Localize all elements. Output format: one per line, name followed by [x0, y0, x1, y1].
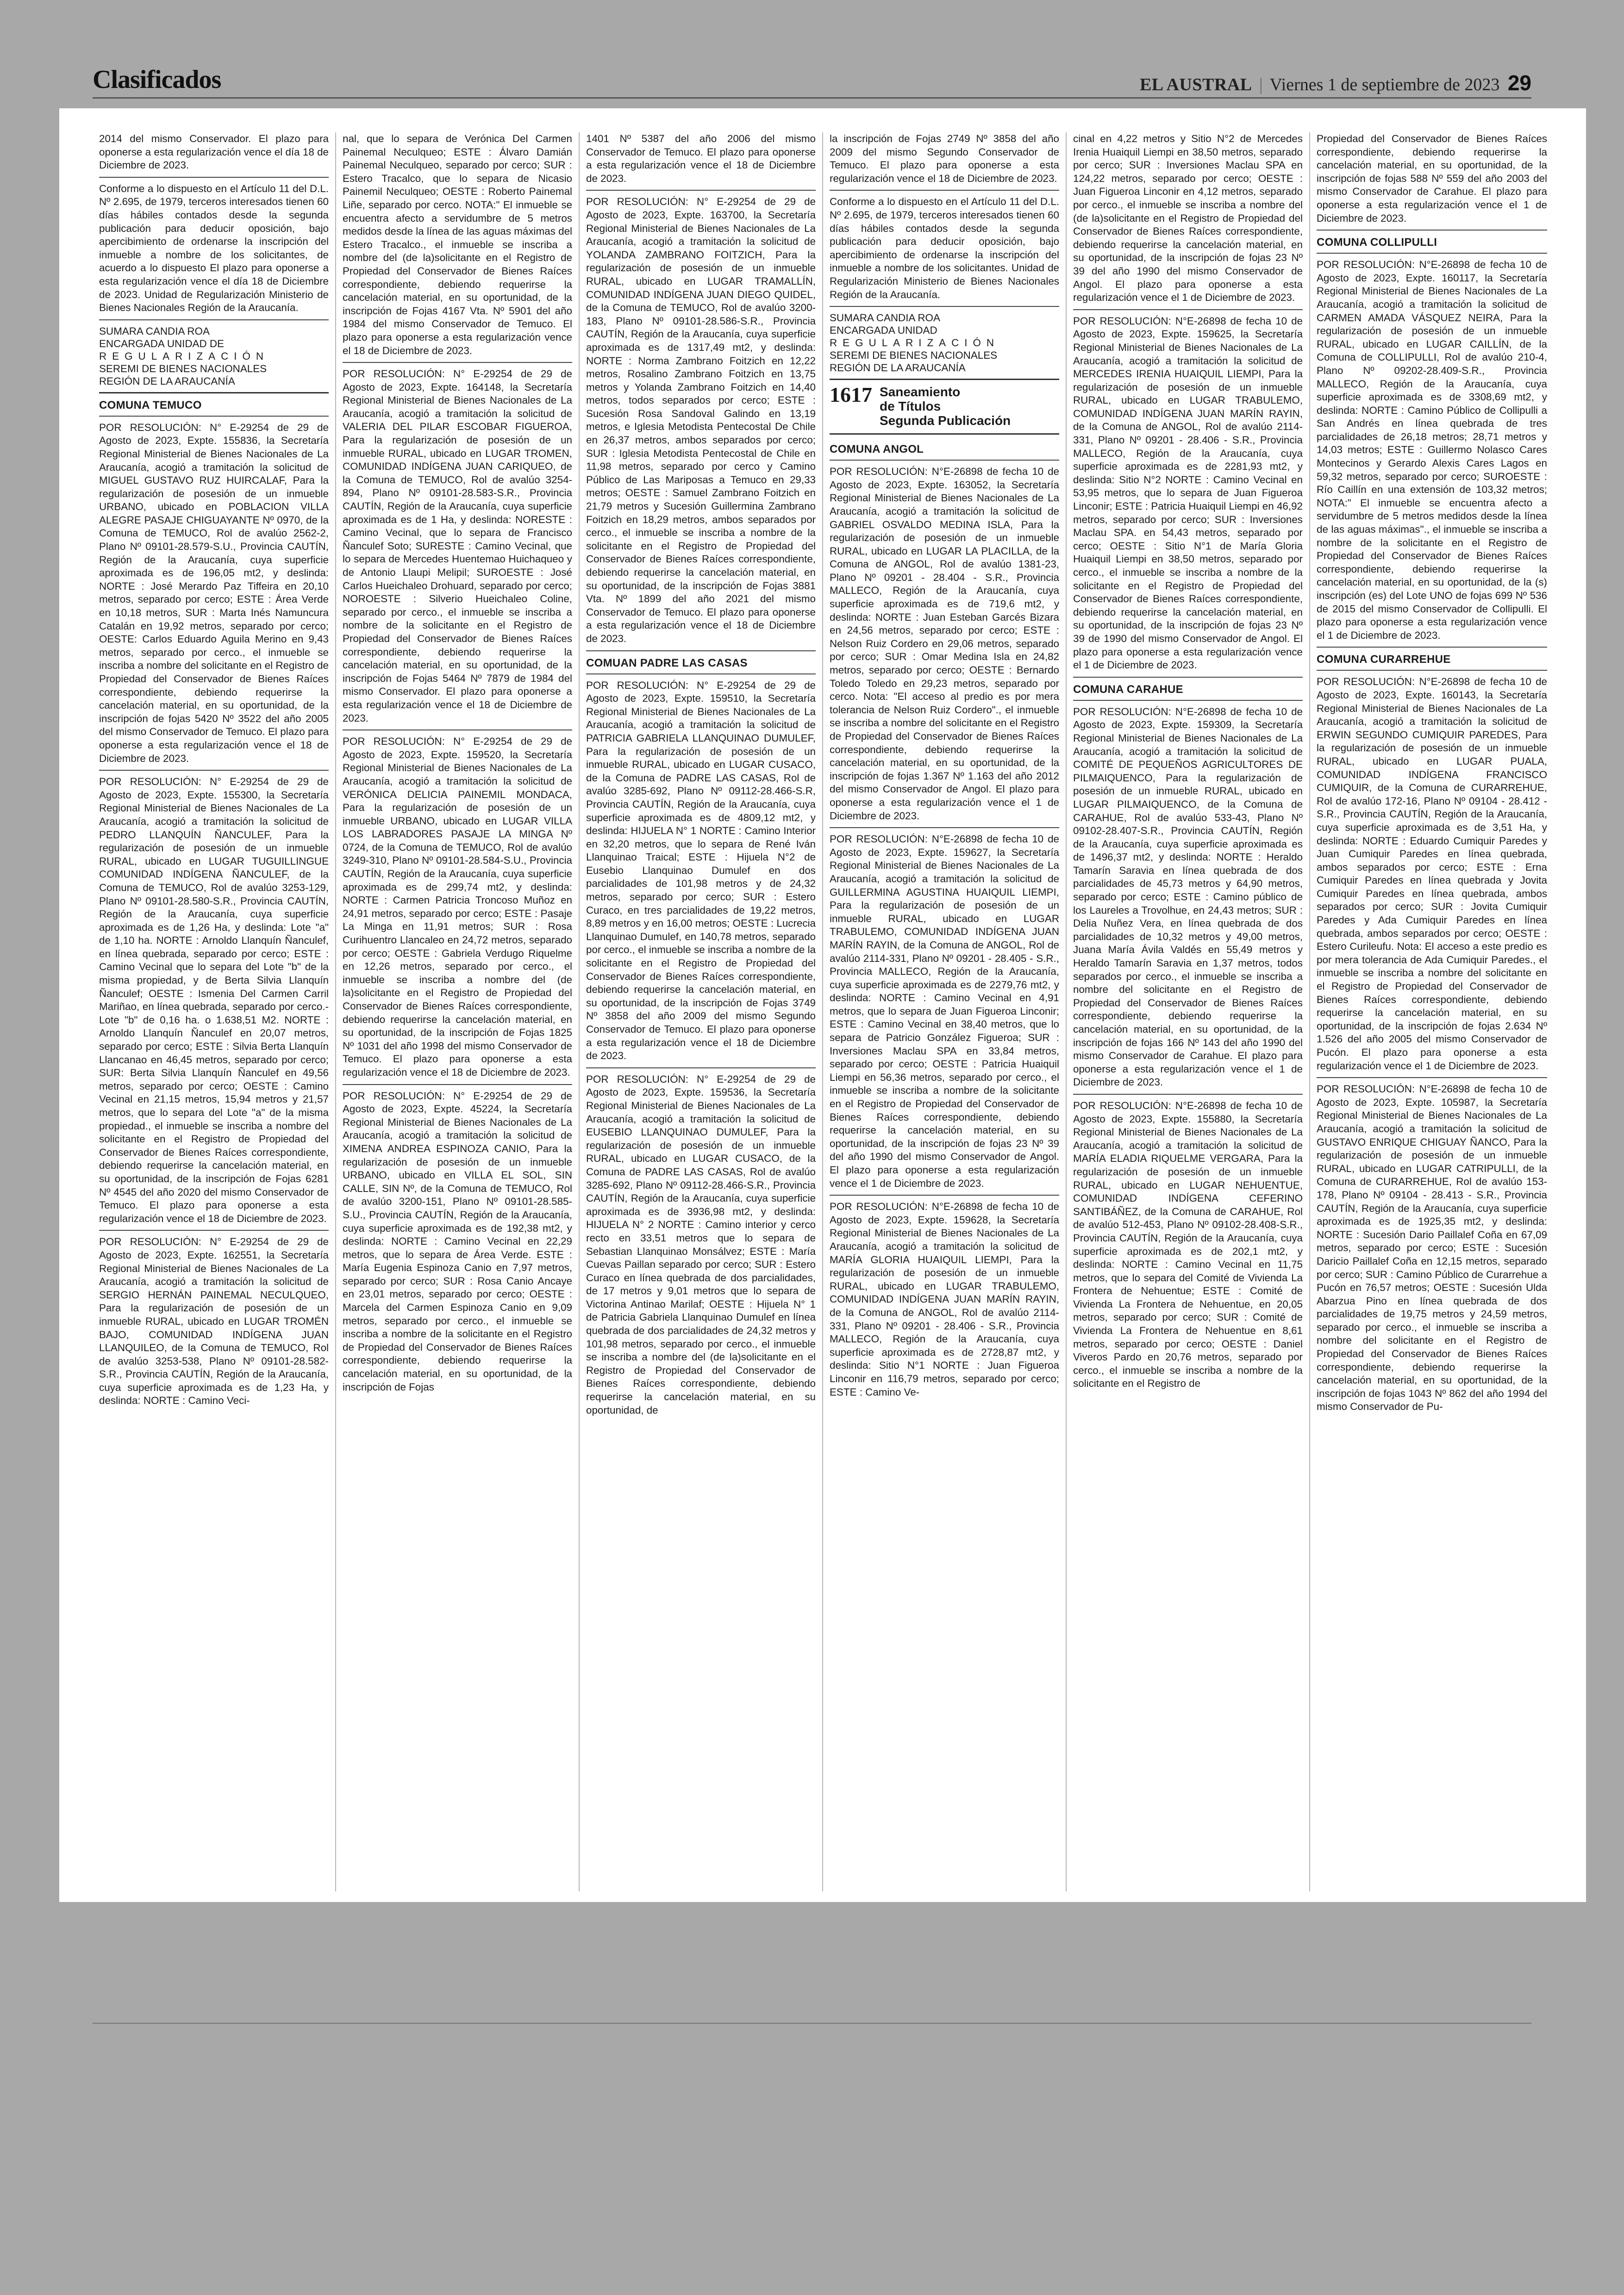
comuna-heading: COMUNA CARAHUE	[1073, 682, 1303, 701]
signature-region: REGIÓN DE LA ARAUCANÍA	[99, 375, 235, 387]
notice-text: la inscripción de Fojas 2749 Nº 3858 del año 2009 del mismo Segundo Conservador de Temuco. El plazo para oponerse a esta regularización vence el 18 de Diciembre de 2023.	[830, 132, 1059, 191]
ad-title-line3: Segunda Publicación	[880, 413, 1011, 428]
ad-header	[830, 385, 1059, 435]
signature-block	[830, 312, 1059, 380]
masthead-separator: |	[1259, 75, 1263, 94]
signature-name: SUMARA CANDIA ROA	[830, 312, 940, 324]
notice-text: 1401 Nº 5387 del año 2006 del mismo Conservador de Temuco. El plazo para oponerse a esta regularización vence el 18 de Diciembre de 2023.	[586, 132, 816, 191]
page-header	[93, 65, 1531, 99]
section-title: Clasificados	[93, 65, 221, 94]
classifieds-page	[59, 108, 1586, 1902]
notice-text: POR RESOLUCIÓN: N°E-26898 de fecha 10 de Agosto de 2023, Expte. 159309, la Secretaría Regional Ministerial de Bienes Nacionales de La Araucanía, acogió a tramitación la solicitud de COMITÉ DE PEQUEÑOS AGRICULTORES DE PILMAIQUENCO, Para la regularización de posesión de un inmueble RURAL, ubicado en LUGAR PILMAIQUENCO, de la Comuna de CARAHUE, Rol de avalúo 533-43, Plano Nº 09102-28.407-S.R., Provincia CAUTÍN, Región de la Araucanía, cuya superficie aproximada es de 1496,37 mt2, y deslinda: NORTE : Heraldo Tamarín Saravia en línea quebrada de dos parcialidades de 45,73 metros y 64,90 metros, separado por cerco; ESTE : Camino público de los Laureles a Trovolhue, en 24,43 metros; SUR : Delia Nuñez Vera, en línea quebrada de dos parcialidades de 10,32 metros y 49,00 metros, Juana María Ávila Valdés en 55,49 metros y Heraldo Tamarín Saravia en 1,37 metros, todos separados por cerco., el inmueble se inscriba a nombre del solicitante en el Registro de Propiedad del Conservador de Bienes Raíces correspondiente, debiendo requerirse la cancelación material, en su oportunidad, de la inscripción de fojas 166 Nº 143 del año 1990 del mismo Conservador de Carahue. El plazo para oponerse a esta regularización vence el 1 de Diciembre de 2023.	[1073, 705, 1303, 1095]
notice-text: POR RESOLUCIÓN: N°E-26898 de fecha 10 de Agosto de 2023, Expte. 160117, la Secretaría Regional Ministerial de Bienes Nacionales de La Araucanía, acogió a tramitación la solicitud de CARMEN AMADA VÁSQUEZ NEIRA, Para la regularización de posesión de un inmueble RURAL, ubicado en LUGAR CAILLÍN, de la Comuna de COLLIPULLI, Rol de avalúo 210-4, Plano Nº 09202-28.409-S.R., Provincia MALLECO, Región de la Araucanía, cuya superficie aproximada es de 3308,69 mt2, y deslinda: NORTE : Camino Público de Collipulli a San Andrés en línea quebrada de tres parcialidades de 26,18 metros; 28,71 metros y 14,03 metros; ESTE : Guillermo Nolasco Cares Montecinos y Gerardo Alexis Cares Lagos en 59,32 metros, separado por cerco; SUROESTE : Río Caillín en una extensión de 103,32 metros; NOTA:" El inmueble se encuentra afecto a servidumbre de 5 metros medidos desde la línea de las aguas máximas"., el inmueble se inscriba a nombre de la solicitante en el Registro de Propiedad del Conservador de Bienes Raíces correspondiente, debiendo requerirse la cancelación material, en su oportunidad, de la (s) inscripción (es) del Lote UNO de fojas 699 Nº 536 de 2015 del mismo Conservador de Collipulli. El plazo para oponerse a esta regularización vence el 1 de Diciembre de 2023.	[1317, 258, 1547, 648]
column-3	[580, 132, 823, 1891]
signature-name: SUMARA CANDIA ROA	[99, 325, 210, 337]
notice-text: Conforme a lo dispuesto en el Artículo 11 del D.L. Nº 2.695, de 1979, terceros interesados tienen 60 días hábiles contados desde la segunda publicación para deducir oposición, bajo apercibimiento de ordenarse la inscripción del inmueble a nombre de los solicitantes. Unidad de Regularización Ministerio de Bienes Nacionales Región de la Araucanía.	[830, 195, 1059, 307]
notice-text: POR RESOLUCIÓN: N° E-29254 de 29 de Agosto de 2023, Expte. 159536, la Secretaría Regional Ministerial de Bienes Nacionales de La Araucanía, acogió a tramitación la solicitud de EUSEBIO LLANQUINAO DUMULEF, Para la regularización de posesión de un inmueble RURAL, ubicado en LUGAR CUSACO, de la Comuna de PADRE LAS CASAS, Rol de avalúo 3285-692, Plano Nº 09112-28.466-S.R., Provincia CAUTÍN, Región de la Araucanía, cuya superficie aproximada es de 3936,98 mt2, y deslinda: HIJUELA N° 2 NORTE : Camino interior y cerco recto en 33,51 metros que lo separa de Sebastian Llanquinao Monsálvez; ESTE : María Cuevas Paillan separado por cerco; SUR : Estero Curaco en línea quebrada de dos parcialidades, de 17 metros y 9,01 metros que lo separa de Victorina Antinao Marilaf; OESTE : Hijuela N° 1 de Patricia Gabriela Llanquinao Dumulef en línea quebrada de dos parcialidades de 24,32 metros y 101,98 metros, separado por cerco., el inmueble se inscriba a nombre del (de la)solicitante en el Registro de Propiedad del Conservador de Bienes Raíces correspondiente, debiendo requerirse la cancelación material, en su oportunidad, de	[586, 1073, 816, 1416]
notice-text: POR RESOLUCIÓN: N°E-26898 de fecha 10 de Agosto de 2023, Expte. 105987, la Secretaría Regional Ministerial de Bienes Nacionales de La Araucanía, acogió a tramitación la solicitud de GUSTAVO ENRIQUE CHIGUAY ÑANCO, Para la regularización de posesión de un inmueble RURAL, ubicado en LUGAR CATRIPULLI, de la Comuna de CURARREHUE, Rol de avalúo 153-178, Plano Nº 09104 - 28.413 - S.R., Provincia CAUTÍN, Región de la Araucanía, cuya superficie aproximada es de 1925,35 mt2, y deslinda: NORTE : Sucesión Dario Paillalef Coña en 67,09 metros, separado por cerco; ESTE : Sucesión Daricio Paillalef Coña en 12,15 metros, separado por cerco; SUR : Camino Público de Curarrehue a Pucón en 76,57 metros; OESTE : Sucesión Ulda Abarzua Pino en línea quebrada de dos parcialidades de 19,75 metros y 24,59 metros, separado por cerco., el inmueble se inscriba a nombre del solicitante en el Registro de Propiedad del Conservador de Bienes Raíces correspondiente, debiendo requerirse la cancelación material, en su oportunidad, de la inscripción de fojas 1043 Nº 862 del año 1994 del mismo Conservador de Pu-	[1317, 1083, 1547, 1413]
column-5	[1067, 132, 1310, 1891]
ad-title-line2: de Títulos	[880, 399, 941, 414]
notice-text: POR RESOLUCIÓN: N° E-29254 de 29 de Agosto de 2023, Expte. 163700, la Secretaría Regional Ministerial de Bienes Nacionales de La Araucanía, acogió a tramitación la solicitud de YOLANDA ZAMBRANO FOITZICH, Para la regularización de posesión de un inmueble RURAL, ubicado en LUGAR TRAMALLÍN, COMUNIDAD INDÍGENA JUAN DIEGO QUIDEL, de la Comuna de TEMUCO, Rol de avalúo 3200-183, Plano Nº 09101-28.586-S.R., Provincia CAUTÍN, Región de la Araucanía, cuya superficie aproximada es de 1317,49 mt2, y deslinda: NORTE : Norma Zambrano Foitzich en 12,22 metros, Rosalino Zambrano Foitzich en 13,75 metros y Yolanda Zambrano Foitzich en 14,40 metros, todos separados por cerco; ESTE : Sucesión Rosa Sandoval Galindo en 13,19 metros, e Iglesia Metodista Pentecostal De Chile en 26,37 metros, ambos separados por cerco; SUR : Iglesia Metodista Pentecostal de Chile en 11,98 metros, separado por cerco y Camino Público de Las Mariposas a Temuco en 29,33 metros; OESTE : Samuel Zambrano Foitzich en 21,79 metros y Sucesión Guillermina Zambrano Foitzich en 18,29 metros, ambos separados por cerco., el inmueble se inscriba a nombre de la solicitante en el Registro de Propiedad del Conservador de Bienes Raíces correspondiente, debiendo requerirse la cancelación material, en su oportunidad, de la inscripción de Fojas 3881 Vta. Nº 1899 del año 2021 del mismo Conservador de Temuco. El plazo para oponerse a esta regularización vence el 18 de Diciembre de 2023.	[586, 195, 816, 651]
signature-unit: REGULARIZACIÓN	[830, 337, 1000, 349]
notice-text: POR RESOLUCIÓN: N°E-26898 de fecha 10 de Agosto de 2023, Expte. 160143, la Secretaría Regional Ministerial de Bienes Nacionales de La Araucanía, acogió a tramitación la solicitud de ERWIN SEGUNDO CUMIQUIR PAREDES, Para la regularización de posesión de un inmueble RURAL, ubicado en LUGAR PUALA, COMUNIDAD INDÍGENA FRANCISCO CUMIQUIR, de la Comuna de CURARREHUE, Rol de avalúo 172-16, Plano Nº 09104 - 28.412 - S.R., Provincia CAUTÍN, Región de la Araucanía, cuya superficie aproximada es de 3,51 Ha, y deslinda: NORTE : Eduardo Cumiquir Paredes y Juan Cumiquir Paredes en línea quebrada, ambos separados por cerco; ESTE : Erna Cumiquir Paredes en línea quebrada y Jovita Cumiquir Paredes en línea quebrada, ambos separados por cerco; SUR : Jovita Cumiquir Paredes y Ada Cumiquir Paredes en línea quebrada, ambos separados por cerco; OESTE : Estero Curileufu. Nota: El acceso a este predio es por mera tolerancia de Ada Cumiquir Paredes., el inmueble se inscriba a nombre del solicitante en el Registro de Propiedad del Conservador de Bienes Raíces correspondiente, debiendo requerirse la cancelación material, en su oportunidad, de la inscripción de fojas 2.634 Nº 1.526 del año 2005 del mismo Conservador de Pucón. El plazo para oponerse a esta regularización vence el 1 de Diciembre de 2023.	[1317, 675, 1547, 1078]
signature-unit: REGULARIZACIÓN	[99, 350, 269, 362]
notice-text: POR RESOLUCIÓN: N° E-29254 de 29 de Agosto de 2023, Expte. 155300, la Secretaría Regional Ministerial de Bienes Nacionales de La Araucanía, acogió a tramitación la solicitud de PEDRO LLANQUÍN ÑANCULEF, Para la regularización de posesión de un inmueble RURAL, ubicado en LUGAR TUGUILLINGUE COMUNIDAD INDÍGENA ÑANCULEF, de la Comuna de TEMUCO, Rol de avalúo 3253-129, Plano Nº 09101-28.580-S.R., Provincia CAUTÍN, Región de la Araucanía, cuya superficie aproximada es de 1,26 Ha, y deslinda: Lote "a" de 1,10 ha. NORTE : Arnoldo Llanquín Ñanculef, en línea quebrada, separado por cerco; ESTE : Camino Vecinal que lo separa del Lote "b" de la misma propiedad, y de Berta Silvia Llanquín Ñanculef; OESTE : Ismenia Del Carmen Carril Mariñao, en línea quebrada, separado por cerco.- Lote "b" de 0,16 ha. o 1.638,51 M2. NORTE : Arnoldo Llanquín Ñanculef en 20,07 metros, separado por cerco; ESTE : Silvia Berta Llanquín Llancanao en 46,45 metros, separado por cerco; SUR: Berta Silvia Llanquín Ñanculef en 49,56 metros, separado por cerco; OESTE : Camino Vecinal en 21,15 metros, 15,94 metros y 21,57 metros, que lo separa del Lote "a" de la misma propiedad., el inmueble se inscriba a nombre del solicitante en el Registro de Propiedad del Conservador de Bienes Raíces correspondiente, debiendo requerirse la cancelación material, en su oportunidad, de la inscripción de Fojas 6281 Nº 4545 del año 2020 del mismo Conservador de Temuco. El plazo para oponerse a esta regularización vence el 18 de Diciembre de 2023.	[99, 775, 329, 1231]
ad-title	[880, 385, 1011, 428]
column-4	[823, 132, 1067, 1891]
publication-date: Viernes 1 de septiembre de 2023	[1269, 75, 1500, 94]
signature-block	[99, 325, 329, 393]
signature-office: SEREMI DE BIENES NACIONALES	[99, 362, 267, 374]
notice-text: POR RESOLUCIÓN: N° E-29254 de 29 de Agosto de 2023, Expte. 164148, la Secretaría Regional Ministerial de Bienes Nacionales de La Araucanía, acogió a tramitación la solicitud de VALERIA DEL PILAR ESCOBAR FIGUEROA, Para la regularización de posesión de un inmueble RURAL, ubicado en LUGAR TROMEN, COMUNIDAD INDÍGENA JUAN CARIQUEO, de la Comuna de TEMUCO, Rol de avalúo 3254-894, Plano Nº 09101-28.583-S.R., Provincia CAUTÍN, Región de la Araucanía, cuya superficie aproximada es de 1 Ha, y deslinda: NORESTE : Camino Vecinal, que lo separa de Francisco Ñanculef Soto; SURESTE : Camino Vecinal, que lo separa de Mercedes Huentemao Huichaqueo y de Antonio Llaupi Melipil; SUROESTE : José Carlos Hueichaleo Drohuard, separado por cerco; NOROESTE : Silverio Hueichaleo Coline, separado por cerco., el inmueble se inscriba a nombre de la solicitante en el Registro de Propiedad del Conservador de Bienes Raíces correspondiente, debiendo requerirse la cancelación material, en su oportunidad, de la inscripción de Fojas 5464 Nº 7879 de 1984 del mismo Conservador. El plazo para oponerse a esta regularización vence el 18 de Diciembre de 2023.	[343, 368, 572, 730]
signature-role: ENCARGADA UNIDAD DE	[99, 337, 224, 349]
notice-text: POR RESOLUCIÓN: N°E-26898 de fecha 10 de Agosto de 2023, Expte. 155880, la Secretaría Regional Ministerial de Bienes Nacionales de La Araucanía, acogió a tramitación la solicitud de MARÍA ELADIA RIQUELME VERGARA, Para la regularización de posesión de un inmueble RURAL, ubicado en LUGAR NEHUENTUE, COMUNIDAD INDÍGENA CEFERINO SANTIBÁÑEZ, de la Comuna de CARAHUE, Rol de avalúo 512-453, Plano Nº 09102-28.408-S.R., Provincia CAUTÍN, Región de la Araucanía, cuya superficie aproximada es de 202,1 mt2, y deslinda: NORTE : Camino Vecinal en 11,75 metros, que lo separa del Comité de Vivienda La Frontera de Nehuentue; ESTE : Comité de Vivienda La Frontera de Nehuentue, en 20,05 metros, separado por cerco; SUR : Comité de Vivienda La Frontera de Nehuentue en 8,61 metros, separado por cerco; OESTE : Daniel Viveros Pardo en 20,76 metros, separado por cerco., el inmueble se inscriba a nombre de la solicitante en el Registro de	[1073, 1099, 1303, 1390]
notice-text: Conforme a lo dispuesto en el Artículo 11 del D.L. Nº 2.695, de 1979, terceros interesados tienen 60 días hábiles contados desde la segunda publicación para deducir oposición, bajo apercibimiento de ordenarse la inscripción del inmueble a nombre de los solicitantes, de acuerdo a lo dispuesto El plazo para oponerse a esta regularización vence el día 18 de Diciembre de 2023. Unidad de Regularización Ministerio de Bienes Nacionales Región de la Araucanía.	[99, 182, 329, 320]
publication-name: EL AUSTRAL	[1139, 75, 1252, 94]
notice-text: POR RESOLUCIÓN: N° E-29254 de 29 de Agosto de 2023, Expte. 162551, la Secretaría Regional Ministerial de Bienes Nacionales de La Araucanía, acogió a tramitación la solicitud de SERGIO HERNÁN PAINEMAL NECULQUEO, Para la regularización de posesión de un inmueble RURAL, ubicado en LUGAR TROMÉN BAJO, COMUNIDAD INDÍGENA JUAN LLANQUILEO, de la Comuna de TEMUCO, Rol de avalúo 3253-538, Plano Nº 09101-28.582-S.R., Provincia CAUTÍN, Región de la Araucanía, cuya superficie aproximada es de 1,23 Ha, y deslinda: NORTE : Camino Veci-	[99, 1236, 329, 1407]
footer-rule	[93, 2023, 1531, 2024]
notice-text: POR RESOLUCIÓN: N° E-29254 de 29 de Agosto de 2023, Expte. 45224, la Secretaría Regional Ministerial de Bienes Nacionales de La Araucanía, acogió a tramitación la solicitud de XIMENA ANDREA ESPINOZA CANIO, Para la regularización de posesión de un inmueble URBANO, ubicado en VILLA EL SOL, SIN CALLE, SIN Nº, de la Comuna de TEMUCO, Rol de avalúo 3200-151, Plano Nº 09101-28.585-S.U., Provincia CAUTÍN, Región de la Araucanía, cuya superficie aproximada es de 192,38 mt2, y deslinda: NORTE : Camino Vecinal en 22,29 metros, que lo separa de Área Verde. ESTE : María Eugenia Espinoza Canio en 7,97 metros, separado por cerco; SUR : Rosa Canio Ancaye en 23,01 metros, separado por cerco; OESTE : Marcela del Carmen Espinoza Canio en 9,09 metros, separado por cerco., el inmueble se inscriba a nombre de la solicitante en el Registro de Propiedad del Conservador de Bienes Raíces correspondiente, debiendo requerirse la cancelación material, en su oportunidad, de la inscripción de Fojas	[343, 1090, 572, 1393]
column-6	[1310, 132, 1554, 1891]
notice-text: nal, que lo separa de Verónica Del Carmen Painemal Neculqueo; ESTE : Álvaro Damián Painemal Neculqueo, separado por cerco; SUR : Estero Tracalco, que lo separa de Nicasio Painemil Neculqueo; OESTE : Roberto Painemal Liñe, separado por cerco. NOTA:" El inmueble se encuentra afecto a servidumbre de 5 metros medidos desde la línea de las aguas máximas del Estero Tracalco., el inmueble se inscriba a nombre del (de la)solicitante en el Registro de Propiedad del Conservador de Bienes Raíces correspondiente, debiendo requerirse la cancelación material, en su oportunidad, de la inscripción de Fojas 4167 Vta. Nº 5901 del año 1984 del mismo Conservador de Temuco. El plazo para oponerse a esta regularización vence el 18 de Diciembre de 2023.	[343, 132, 572, 363]
masthead	[1140, 70, 1531, 95]
notice-text: POR RESOLUCIÓN: N°E-26898 de fecha 10 de Agosto de 2023, Expte. 159625, la Secretaría Regional Ministerial de Bienes Nacionales de La Araucanía, acogió a tramitación la solicitud de MERCEDES IRENIA HUAIQUIL LIEMPI, Para la regularización de posesión de un inmueble RURAL, ubicado en LUGAR TRABULEMO, COMUNIDAD INDÍGENA JUAN MARÍN RAYIN, de la Comuna de ANGOL, Rol de avalúo 2114-331, Plano Nº 09201 - 28.406 - S.R., Provincia MALLECO, Región de la Araucanía, cuya superficie aproximada es de 2281,93 mt2, y deslinda: Sitio N°2 NORTE : Camino Vecinal en 53,95 metros, que lo separa de Juan Figueroa Linconir; ESTE : Patricia Huaiquil Liempi en 46,92 metros, separado por cerco; SUR : Inversiones Maclau SPA. en 54,43 metros, separado por cerco; OESTE : Sitio N°1 de María Gloria Huaiquil Liempi en 38,50 metros, separado por cerco., el inmueble se inscriba a nombre de la solicitante en el Registro de Propiedad del Conservador de Bienes Raíces correspondiente, debiendo requerirse la cancelación material, en su oportunidad, de la inscripción de fojas 23 Nº 39 de 1990 del mismo Conservador de Angol. El plazo para oponerse a esta regularización vence el 1 de Diciembre de 2023.	[1073, 315, 1303, 678]
column-1	[93, 132, 336, 1891]
signature-role: ENCARGADA UNIDAD	[830, 324, 937, 337]
comuna-heading: COMUNA COLLIPULLI	[1317, 235, 1547, 254]
column-2	[336, 132, 580, 1891]
signature-region: REGIÓN DE LA ARAUCANÍA	[830, 362, 966, 374]
signature-office: SEREMI DE BIENES NACIONALES	[830, 349, 998, 362]
notice-text: POR RESOLUCIÓN: N° E-29254 de 29 de Agosto de 2023, Expte. 155836, la Secretaría Regional Ministerial de Bienes Nacionales de La Araucanía, acogió a tramitación la solicitud de MIGUEL GUSTAVO RUZ HUIRCALAF, Para la regularización de posesión de un inmueble URBANO, ubicado en POBLACION VILLA ALEGRE PASAJE CHIGUAYANTE Nº 0970, de la Comuna de TEMUCO, Rol de avalúo 2562-2, Plano Nº 09101-28.579-S.U., Provincia CAUTÍN, Región de la Araucanía, cuya superficie aproximada es de 196,05 mt2, y deslinda: NORTE : José Merardo Paz Tiffeira en 20,10 metros, separado por cerco; ESTE : Área Verde en 10,18 metros, SUR : Marta Inés Namuncura Catalán en 19,92 metros, separado por cerco; OESTE: Carlos Eduardo Aguila Merino en 9,43 metros, separado por cerco., el inmueble se inscriba a nombre del solicitante en el Registro de Propiedad del Conservador de Bienes Raíces correspondiente, debiendo requerirse la cancelación material, en su oportunidad, de la inscripción de fojas 5420 Nº 3522 del año 2005 del mismo Conservador de Temuco. El plazo para oponerse a esta regularización vence el 18 de Diciembre de 2023.	[99, 421, 329, 771]
notice-text: 2014 del mismo Conservador. El plazo para oponerse a esta regularización vence el día 18 de Diciembre de 2023.	[99, 132, 329, 178]
page-number: 29	[1507, 71, 1531, 95]
notice-text: POR RESOLUCIÓN: N°E-26898 de fecha 10 de Agosto de 2023, Expte. 159627, la Secretaría Regional Ministerial de Bienes Nacionales de La Araucanía, acogió a tramitación la solicitud de GUILLERMINA AGUSTINA HUAIQUIL LIEMPI, Para la regularización de posesión de un inmueble RURAL, ubicado en LUGAR TRABULEMO, COMUNIDAD INDÍGENA JUAN MARÍN RAYIN, de la Comuna de ANGOL, Rol de avalúo 2114-331, Plano Nº 09201 - 28.405 - S.R., Provincia MALLECO, Región de la Araucanía, cuya superficie aproximada es de 2279,76 mt2, y deslinda: NORTE : Camino Vecinal en 4,91 metros, que lo separa de Juan Figueroa Linconir; ESTE : Camino Vecinal en 38,40 metros, que lo separa de Patricio González Figueroa; SUR : Inversiones Maclau SPA en 33,84 metros, separado por cerco; OESTE : Patricia Huaiquil Liempi en 56,36 metros, separado por cerco., el inmueble se inscriba a nombre de la solicitante en el Registro de Propiedad del Conservador de Bienes Raíces correspondiente, debiendo requerirse la cancelación material, en su oportunidad, de la inscripción de fojas 23 Nº 39 del año 1990 del mismo Conservador de Angol. El plazo para oponerse a esta regularización vence el 1 de Diciembre de 2023.	[830, 833, 1059, 1196]
comuna-heading: COMUNA ANGOL	[830, 442, 1059, 461]
ad-code: 1617	[830, 383, 872, 407]
comuna-heading: COMUAN PADRE LAS CASAS	[586, 656, 816, 674]
notice-text: cinal en 4,22 metros y Sitio N°2 de Mercedes Irenia Huaiquil Liempi en 38,50 metros, separado por cerco; SUR : Inversiones Maclau SPA en 124,22 metros, separado por cerco; OESTE : Juan Figueroa Linconir en 4,12 metros, separado por cerco., el inmueble se inscriba a nombre del (de la)solicitante en el Registro de Propiedad del Conservador de Bienes Raíces correspondiente, debiendo requerirse la cancelación material, en su oportunidad, de la inscripción de fojas 23 Nº 39 del año 1990 del mismo Conservador de Angol. El plazo para oponerse a esta regularización vence el 1 de Diciembre de 2023.	[1073, 132, 1303, 310]
comuna-heading: COMUNA TEMUCO	[99, 398, 329, 417]
ad-title-line1: Saneamiento	[880, 385, 961, 399]
notice-text: POR RESOLUCIÓN: N° E-29254 de 29 de Agosto de 2023, Expte. 159520, la Secretaría Regional Ministerial de Bienes Nacionales de La Araucanía, acogió a tramitación la solicitud de VERÓNICA DELICIA PAINEMIL MONDACA, Para la regularización de posesión de un inmueble URBANO, ubicado en LUGAR VILLA LOS LABRADORES PASAJE LA MINGA Nº 0724, de la Comuna de TEMUCO, Rol de avalúo 3249-310, Plano Nº 09101-28.584-S.U., Provincia CAUTÍN, Región de la Araucanía, cuya superficie aproximada es de 299,74 mt2, y deslinda: NORTE : Carmen Patricia Troncoso Muñoz en 24,91 metros, separado por cerco; ESTE : Pasaje La Minga en 11,91 metros; SUR : Rosa Curihuentro Llancaleo en 24,72 metros, separado por cerco; OESTE : Gabriela Verdugo Riquelme en 12,26 metros, separado por cerco., el inmueble se inscriba a nombre del (de la)solicitante en el Registro de Propiedad del Conservador de Bienes Raíces correspondiente, debiendo requerirse la cancelación material, en su oportunidad, de la inscripción de Fojas 1825 Nº 1031 del año 1998 del mismo Conservador de Temuco. El plazo para oponerse a esta regularización vence el 18 de Diciembre de 2023.	[343, 735, 572, 1085]
columns-container	[93, 132, 1555, 1891]
notice-text: Propiedad del Conservador de Bienes Raíces correspondiente, debiendo requerirse la cancelación material, en su oportunidad, de la inscripción de fojas 588 Nº 559 del año 2003 del mismo Conservador de Carahue. El plazo para oponerse a esta regularización vence el 1 de Diciembre de 2023.	[1317, 132, 1547, 231]
notice-text: POR RESOLUCIÓN: N°E-26898 de fecha 10 de Agosto de 2023, Expte. 163052, la Secretaría Regional Ministerial de Bienes Nacionales de La Araucanía, acogió a tramitación la solicitud de GABRIEL OSVALDO MEDINA ISLA, Para la regularización de posesión de un inmueble RURAL, ubicado en LUGAR LA PLACILLA, de la Comuna de ANGOL, Rol de avalúo 1381-23, Plano Nº 09201 - 28.404 - S.R., Provincia MALLECO, Región de la Araucanía, cuya superficie aproximada es de 719,6 mt2, y deslinda: NORTE : Juan Esteban Garcés Bizara en 24,56 metros, separado por cerco; ESTE : Nelson Ruiz Cordero en 29,06 metros, separado por cerco; SUR : Omar Medina Isla en 24,82 metros, separado por cerco; OESTE : Bernardo Toledo Toledo en 29,23 metros, separado por cerco. Nota: "El acceso al predio es por mera tolerancia de Nelson Ruiz Cordero"., el inmueble se inscriba a nombre del solicitante en el Registro de Propiedad del Conservador de Bienes Raíces correspondiente, debiendo requerirse la cancelación material, en su oportunidad, de la inscripción de fojas 1.367 Nº 1.163 del año 2012 del mismo Conservador de Angol. El plazo para oponerse a esta regularización vence el 1 de Diciembre de 2023.	[830, 465, 1059, 828]
comuna-heading: COMUNA CURARREHUE	[1317, 652, 1547, 671]
notice-text: POR RESOLUCIÓN: N° E-29254 de 29 de Agosto de 2023, Expte. 159510, la Secretaría Regional Ministerial de Bienes Nacionales de La Araucanía, acogió a tramitación la solicitud de PATRICIA GABRIELA LLANQUINAO DUMULEF, Para la regularización de posesión de un inmueble RURAL, ubicado en LUGAR CUSACO, de la Comuna de PADRE LAS CASAS, Rol de avalúo 3285-692, Plano Nº 09112-28.466-S.R, Provincia CAUTÍN, Región de la Araucanía, cuya superficie aproximada es de 4809,12 mt2, y deslinda: HIJUELA N° 1 NORTE : Camino Interior en 32,20 metros, que lo separa de René Iván Llanquinao Traical; ESTE : Hijuela N°2 de Eusebio Llanquinao Dumulef en dos parcialidades de 101,98 metros y de 24,32 metros, separado por cerco; SUR : Estero Curaco, en tres parcialidades de 19,22 metros, 8,89 metros y en 16,00 metros; OESTE : Lucrecia Llanquinao Dumulef, en 140,78 metros, separado por cerco., el inmueble se inscriba a nombre de la solicitante en el Registro de Propiedad del Conservador de Bienes Raíces correspondiente, debiendo requerirse la cancelación material, en su oportunidad, de la inscripción de Fojas 3749 Nº 3858 del año 2009 del mismo Segundo Conservador de Temuco. El plazo para oponerse a esta regularización vence el 18 de Diciembre de 2023.	[586, 679, 816, 1068]
notice-text: POR RESOLUCIÓN: N°E-26898 de fecha 10 de Agosto de 2023, Expte. 159628, la Secretaría Regional Ministerial de Bienes Nacionales de La Araucanía, acogió a tramitación la solicitud de MARÍA GLORIA HUAIQUIL LIEMPI, Para la regularización de posesión de un inmueble RURAL, ubicado en LUGAR TRABULEMO, COMUNIDAD INDÍGENA JUAN MARÍN RAYIN, de la Comuna de ANGOL, Rol de avalúo 2114-331, Plano Nº 09201 - 28.406 - S.R., Provincia MALLECO, Región de la Araucanía, cuya superficie aproximada es de 2728,87 mt2, y deslinda: Sitio N°1 NORTE : Juan Figueroa Linconir en 116,79 metros, separado por cerco; ESTE : Camino Ve-	[830, 1201, 1059, 1398]
